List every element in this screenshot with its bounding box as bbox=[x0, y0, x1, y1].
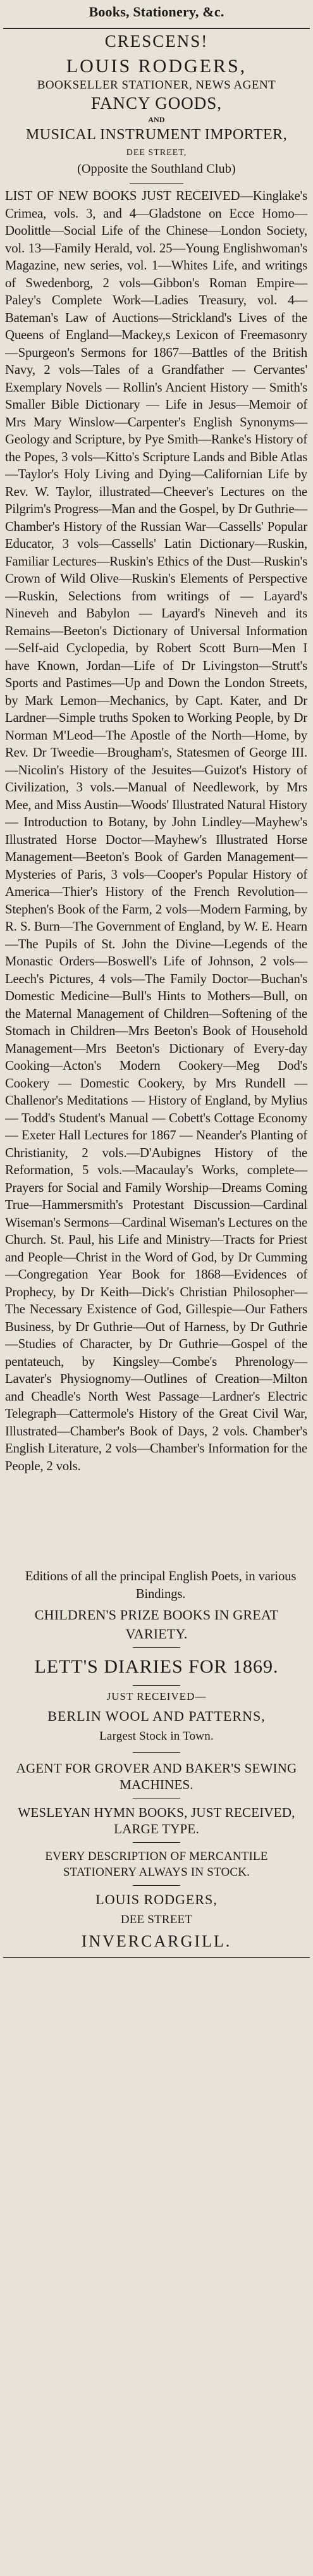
footer-town: INVERCARGILL. bbox=[81, 1932, 232, 1950]
proprietor-roles: BOOKSELLER STATIONER, NEWS AGENT bbox=[37, 78, 276, 92]
short-rule bbox=[130, 183, 183, 184]
diaries-line: LETT'S DIARIES FOR 1869. bbox=[34, 1656, 279, 1677]
ad-title: CRESCENS! bbox=[104, 32, 209, 51]
rule-4 bbox=[133, 1798, 180, 1799]
footer-name: LOUIS RODGERS, bbox=[95, 1892, 218, 1907]
rule-6 bbox=[133, 1885, 180, 1886]
importer-line: MUSICAL INSTRUMENT IMPORTER, bbox=[25, 127, 288, 143]
editions-line: Editions of all the principal English Poets, in various Bindings. bbox=[25, 1569, 297, 1601]
top-rule bbox=[3, 28, 310, 29]
rule-2 bbox=[133, 1685, 180, 1686]
mercantile-line: EVERY DESCRIPTION OF MERCANTILE STATIONERY ALWAYS IN STOCK. bbox=[45, 1850, 268, 1879]
blank-space bbox=[0, 1959, 313, 2576]
bottom-rule bbox=[3, 1957, 310, 1958]
rule-3 bbox=[133, 1752, 180, 1753]
agent-line: AGENT FOR GROVER AND BAKER'S SEWING MACHINES. bbox=[16, 1761, 297, 1792]
rule-1 bbox=[133, 1647, 180, 1648]
footer-street: DEE STREET bbox=[120, 1913, 193, 1926]
berlin-wool: BERLIN WOOL AND PATTERNS, bbox=[47, 1708, 266, 1724]
just-received: JUST RECEIVED— bbox=[106, 1690, 207, 1702]
and-connector: AND bbox=[148, 115, 165, 124]
rule-5 bbox=[133, 1842, 180, 1843]
largest-stock: Largest Stock in Town. bbox=[99, 1730, 214, 1743]
opposite-line: (Opposite the Southland Club) bbox=[77, 162, 236, 176]
book-list: LIST OF NEW BOOKS JUST RECEIVED—Kinglake's Crimea, vols. 3, and 4—Gladstone on Ecce Homo—Doolittle—Social Life of the Chinese—London Society, vol. 13—Family Herald, vol. 25—Young Englishwoman's Magazine, new series, vol. 1—Whites Life, and writings of Swedenborg, 2 vols—Gibbon's Roman Empire—Paley's Complete Work—Ladies Treasury, vol. 4—Bateman's Law of Auctions—Strickland's Lives of the Queens of England—Mackey,s Lexicon of Freemasonry—Spurgeon's Sermons for 1867—Battles of the British Navy, 2 vols—Tales of a Grandfather — Cervantes' Exemplary Novels — Rollin's Ancient History — Smith's Smaller Bible Dictionary — Life in Jesus—Memoir of Mrs Mary Winslow—Carpenter's English Synonyms—Geology and Scripture, by Pye Smith—Ranke's History of the Popes, 3 vols—Kitto's Scripture Lands and Bible Atlas—Taylor's Holy Living and Dying—Californian Life by Rev. W. Taylor, illustrated—Cheever's Lectures on the Pilgrim's Progress—Man and the Gospel, by Dr Guthrie—Chamber's History of the Russian War—Cassells' Popular Educator, 3 vols—Cassells' Latin Dictionary—Ruskin, Familiar Lectures—Ruskin's Ethics of the Dust—Ruskin's Crown of Wild Olive—Ruskin's Elements of Perspective—Ruskin, Selections from writings of — Layard's Nineveh and Babylon — Layard's Nineveh and its Remains—Beeton's Dictionary of Universal Information—Self-aid Cyclopedia, by Robert Scott Burn—Men I have Known, Jordan—Life of Dr Livingston—Strutt's Sports and Pastimes—Up and Down the London Streets, by Mark Lemon—Mechanics, by Capt. Kater, and Dr Lardner—Simple truths Spoken to Working People, by Dr Norman M'Leod—The Apostle of the North—Home, by Rev. Dr Tweedie—Brougham's, Statesmen of George III.—Nicolin's History of the Jesuites—Guizot's History of Civilization, 3 vols.—Manual of Needlework, by Mrs Mee, and Miss Austin—Woods' Illustrated Natural History — Introduction to Botany, by John Lindley—Mayhew's Illustrated Horse Doctor—Mayhew's Illustrated Horse Management—Beeton's Book of Garden Management—Mysteries of Paris, 3 vols—Cooper's Popular History of America—Thier's History of the French Revolution—Stephen's Book of the Farm, 2 vols—Modern Farming, by R. S. Burn—The Government of England, by W. E. Hearn—The Pupils of St. John the Divine—Legends of the Monastic Orders—Boswell's Life of Johnson, 2 vols—Leech's Pictures, 4 vols—The Family Doctor—Buchan's Domestic Medicine—Bull's Hints to Mothers—Bull, on the Maternal Management of Children—Softening of the Stomach in Children—Mrs Beeton's Book of Household Management—Mrs Beeton's Dictionary of Every-day Cooking—Acton's Modern Cookery—Meg Dod's Cookery — Domestic Cookery, by Mrs Rundell — Challenor's Meditations — History of England, by Mylius — Todd's Student's Manual — Cobett's Cottage Economy — Exeter Hall Lectures for 1867 — Neander's Planting of Christianity, 2 vols.—D'Aubignes History of the Reformation, 5 vols.—Macaulay's Works, complete—Prayers for Social and Family Worship—Dreams Coming True—Hammersmith's Protestant Discussion—Cardinal Wiseman's Sermons—Cardinal Wiseman's Lectures on the Church. St. Paul, his Life and Ministry—Tracts for Priest and People—Christ in the Word of God, by Dr Cumming—Congregation Year Book for 1868—Evidences of Prophecy, by Dr Keith—Dick's Christian Philosopher—The Necessary Existence of God, Gillespie—Our Fathers Business, by Dr Guthrie—Out of Harness, by Dr Guthrie—Studies of Character, by Dr Guthrie—Gospel of the pentateuch, by Kingsley—Combe's Phrenology—Lavater's Physiognomy—Outlines of Creation—Milton and Cheadle's North West Passage—Lardner's Electric Telegraph—Cattermole's History of the Great Civil War, Illustrated—Chamber's Book of Days, 2 vols. Chamber's English Literature, 2 vols—Chamber's Information for the People, 2 vols. bbox=[5, 189, 308, 1473]
proprietor-name: LOUIS RODGERS, bbox=[66, 56, 247, 77]
fancy-goods: FANCY GOODS, bbox=[90, 94, 223, 113]
prize-books: CHILDREN'S PRIZE BOOKS IN GREAT VARIETY. bbox=[34, 1607, 279, 1642]
wesleyan-line: WESLEYAN HYMN BOOKS, JUST RECEIVED, LARGE TYPE. bbox=[18, 1805, 295, 1836]
section-title: Books, Stationery, &c. bbox=[89, 4, 224, 20]
street-line: DEE STREET, bbox=[126, 148, 187, 158]
